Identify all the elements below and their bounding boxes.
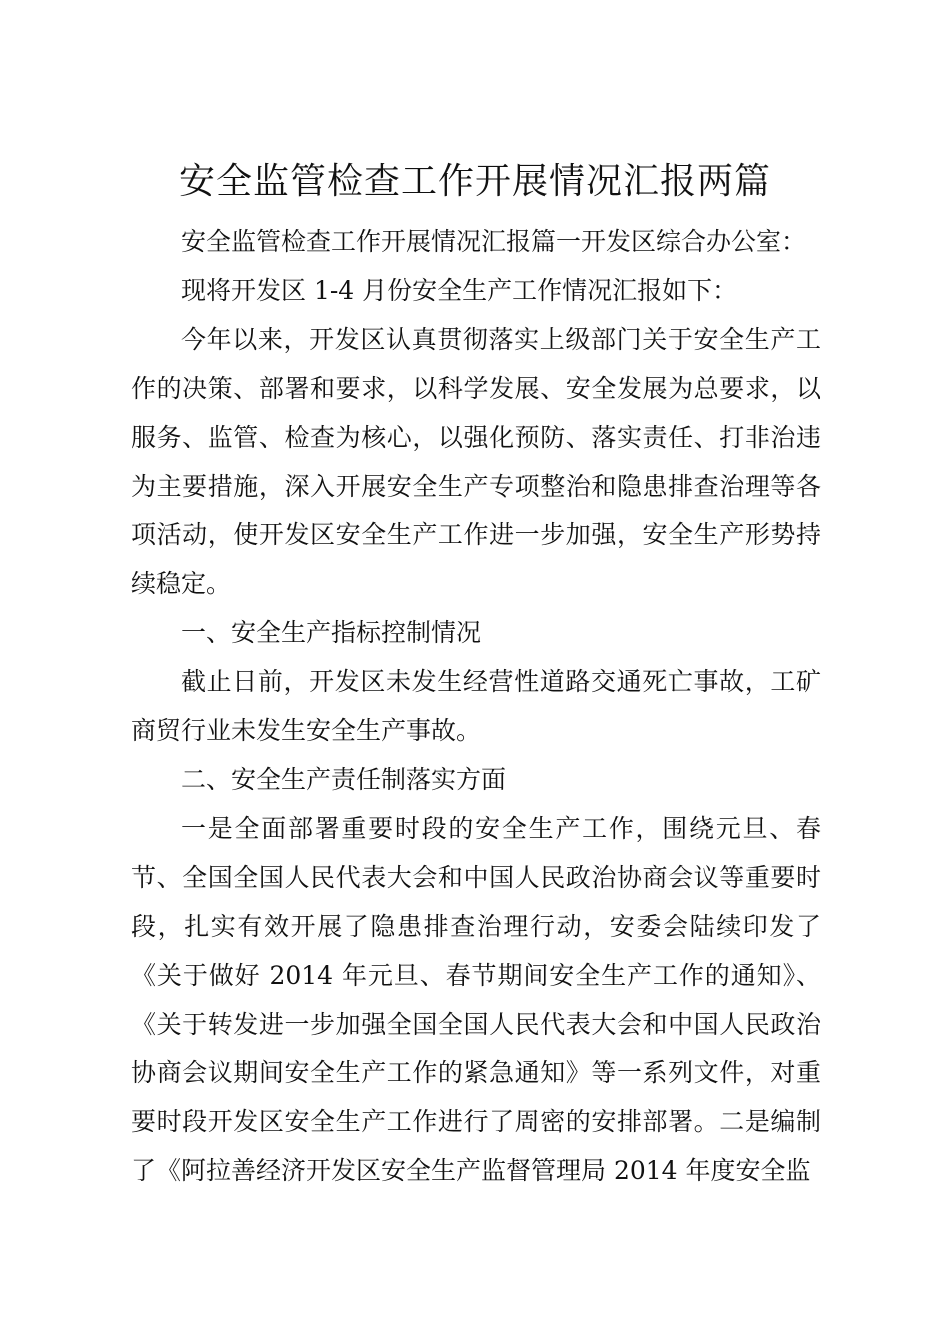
paragraph-report-lead: 现将开发区 1-4 月份安全生产工作情况汇报如下： [181, 275, 738, 305]
paragraph-indicators: 截止日前，开发区未发生经营性道路交通死亡事故，工矿商贸行业未发生安全生产事故。 [131, 667, 821, 746]
section-heading-responsibility: 二、安全生产责任制落实方面 [181, 764, 507, 794]
document-body [131, 218, 821, 1196]
document-title: 安全监管检查工作开展情况汇报两篇 [178, 161, 771, 202]
paragraph-responsibility: 一是全面部署重要时段的安全生产工作，围绕元旦、春节、全国全国人民代表大会和中国人民政治协商会议等重要时段，扎实有效开展了隐患排查治理行动，安委会陆续印发了《关于做好 2014 年元旦、春节期间安全生产工作的通知》、《关于转发进一步加强全国全国人民代表大会和中国人民政治协商会议期间安全生产工作的紧急通知》等一系列文件，对重要时段开发区安全生产工作进行了周密的安排部署。二是编制了《阿拉善经济开发区安全生产监督管理局 2014 年度安全监 [131, 813, 821, 1186]
section-heading-indicators: 一、安全生产指标控制情况 [181, 618, 482, 648]
paragraph-overview: 今年以来，开发区认真贯彻落实上级部门关于安全生产工作的决策、部署和要求，以科学发展、安全发展为总要求，以服务、监管、检查为核心，以强化预防、落实责任、打非治违为主要措施，深入开展安全生产专项整治和隐患排查治理等各项活动，使开发区安全生产工作进一步加强，安全生产形势持续稳定。 [131, 324, 821, 599]
paragraph-intro-heading: 安全监管检查工作开展情况汇报篇一开发区综合办公室： [181, 227, 807, 256]
